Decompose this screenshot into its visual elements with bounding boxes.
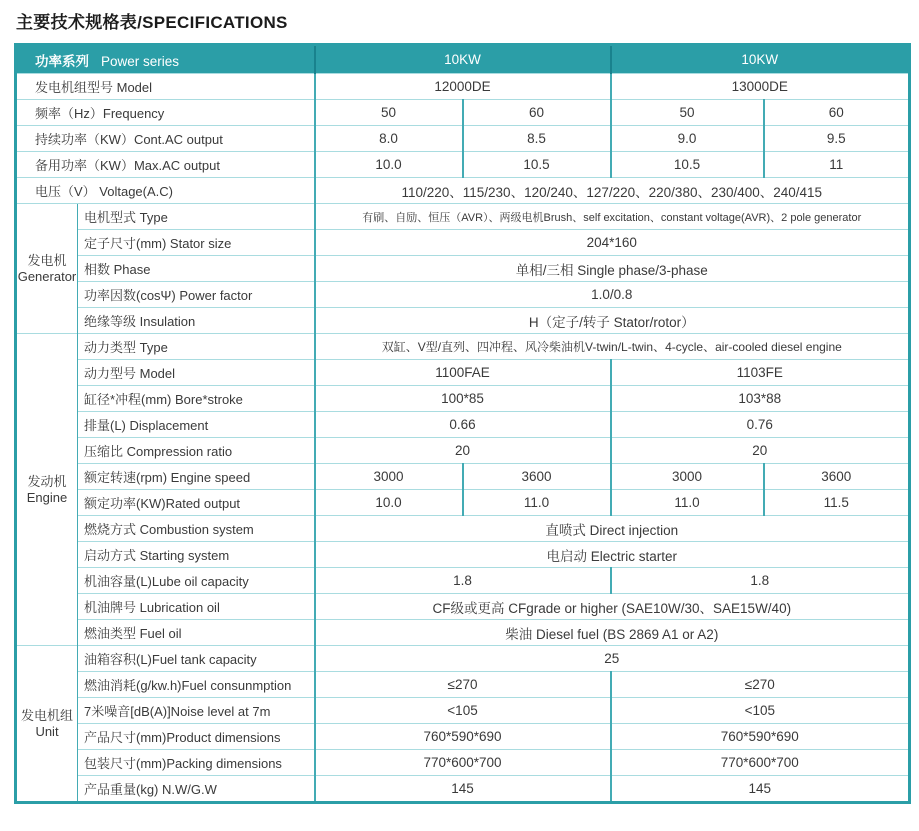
table-row — [16, 594, 910, 620]
value-cell: 9.5 — [764, 126, 910, 152]
value-cell: <105 — [611, 698, 910, 724]
group-label-zh: 发动机 — [27, 473, 67, 489]
row-label: 额定功率(KW)Rated output — [78, 490, 315, 516]
value-cell: 60 — [463, 100, 611, 126]
header-col-10kw-2: 10KW — [611, 45, 910, 74]
header-power-series-zh: 功率系列 — [35, 53, 89, 69]
table-row — [16, 464, 910, 490]
table-row — [16, 100, 910, 126]
group-label-zh: 发电机 — [27, 252, 67, 268]
table-row — [16, 646, 910, 672]
value-cell: 103*88 — [611, 386, 910, 412]
value-cell: 60 — [764, 100, 910, 126]
row-label: 油箱容积(L)Fuel tank capacity — [78, 646, 315, 672]
row-label: 动力型号 Model — [78, 360, 315, 386]
row-label: 产品尺寸(mm)Product dimensions — [78, 724, 315, 750]
value-cell: 110/220、115/230、120/240、127/220、220/380、230/400、240/415 — [315, 178, 910, 204]
table-row — [16, 776, 910, 803]
value-cell: 11 — [764, 152, 910, 178]
row-label: 功率因数(cosΨ) Power factor — [78, 282, 315, 308]
value-cell: 双缸、V型/直列、四冲程、风冷柴油机V-twin/L-twin、4-cycle、air-cooled diesel engine — [315, 334, 910, 360]
table-row — [16, 620, 910, 646]
value-cell: 1.8 — [611, 568, 910, 594]
row-label: 发电机组型号 Model — [16, 74, 315, 100]
row-label: 动力类型 Type — [78, 334, 315, 360]
value-cell: 单相/三相 Single phase/3-phase — [315, 256, 910, 282]
value-cell: H（定子/转子 Stator/rotor） — [315, 308, 910, 334]
group-label-en: Engine — [26, 489, 68, 505]
table-row — [16, 568, 910, 594]
row-label: 额定转速(rpm) Engine speed — [78, 464, 315, 490]
table-row — [16, 256, 910, 282]
value-cell: 1.8 — [315, 568, 611, 594]
value-cell: CF级或更高 CFgrade or higher (SAE10W/30、SAE15W/40) — [315, 594, 910, 620]
row-label: 定子尺寸(mm) Stator size — [78, 230, 315, 256]
table-row — [16, 204, 910, 230]
table-row — [16, 672, 910, 698]
row-label: 电压（V） Voltage(A.C) — [16, 178, 315, 204]
table-row — [16, 282, 910, 308]
value-cell: 204*160 — [315, 230, 910, 256]
table-row — [16, 542, 910, 568]
value-cell: 145 — [315, 776, 611, 803]
row-label: 电机型式 Type — [78, 204, 315, 230]
value-cell: 13000DE — [611, 74, 910, 100]
row-label: 频率（Hz）Frequency — [16, 100, 315, 126]
row-label: 缸径*冲程(mm) Bore*stroke — [78, 386, 315, 412]
value-cell: 3000 — [611, 464, 764, 490]
table-row — [16, 516, 910, 542]
table-row — [16, 386, 910, 412]
value-cell: 1100FAE — [315, 360, 611, 386]
value-cell: ≤270 — [315, 672, 611, 698]
value-cell: 8.5 — [463, 126, 611, 152]
value-cell: 10.0 — [315, 490, 463, 516]
row-label: 机油牌号 Lubrication oil — [78, 594, 315, 620]
row-label: 燃油类型 Fuel oil — [78, 620, 315, 646]
value-cell: 8.0 — [315, 126, 463, 152]
row-label: 备用功率（KW）Max.AC output — [16, 152, 315, 178]
value-cell: 3000 — [315, 464, 463, 490]
table-row — [16, 178, 910, 204]
value-cell: 0.66 — [315, 412, 611, 438]
value-cell: 11.0 — [611, 490, 764, 516]
specifications-table — [14, 43, 911, 804]
value-cell: 770*600*700 — [315, 750, 611, 776]
row-label: 排量(L) Displacement — [78, 412, 315, 438]
row-label: 压缩比 Compression ratio — [78, 438, 315, 464]
row-label: 燃油消耗(g/kw.h)Fuel consunmption — [78, 672, 315, 698]
header-col-10kw-1: 10KW — [315, 45, 611, 74]
value-cell: 有刷、自励、恒压（AVR）、两级电机Brush、self excitation、constant voltage(AVR)、2 pole generator — [315, 204, 910, 230]
page-title: 主要技术规格表/SPECIFICATIONS — [16, 13, 288, 32]
table-row — [16, 438, 910, 464]
value-cell: 1103FE — [611, 360, 910, 386]
value-cell: 12000DE — [315, 74, 611, 100]
table-row — [16, 126, 910, 152]
value-cell: 25 — [315, 646, 910, 672]
row-label: 绝缘等级 Insulation — [78, 308, 315, 334]
value-cell: ≤270 — [611, 672, 910, 698]
row-label: 持续功率（KW）Cont.AC output — [16, 126, 315, 152]
header-power-series — [16, 45, 315, 74]
value-cell: 50 — [611, 100, 764, 126]
row-label: 包装尺寸(mm)Packing dimensions — [78, 750, 315, 776]
value-cell: 10.5 — [463, 152, 611, 178]
value-cell: 11.5 — [764, 490, 910, 516]
table-row — [16, 230, 910, 256]
table-row — [16, 152, 910, 178]
table-row — [16, 334, 910, 360]
value-cell: 直喷式 Direct injection — [315, 516, 910, 542]
row-label: 燃烧方式 Combustion system — [78, 516, 315, 542]
value-cell: 10.5 — [611, 152, 764, 178]
value-cell: 770*600*700 — [611, 750, 910, 776]
value-cell: 20 — [611, 438, 910, 464]
group-cell-unit — [16, 646, 78, 803]
value-cell: 9.0 — [611, 126, 764, 152]
value-cell: 3600 — [463, 464, 611, 490]
table-header-row — [16, 45, 910, 74]
table-row — [16, 74, 910, 100]
value-cell: 11.0 — [463, 490, 611, 516]
value-cell: 1.0/0.8 — [315, 282, 910, 308]
value-cell: 20 — [315, 438, 611, 464]
table-row — [16, 308, 910, 334]
value-cell: 电启动 Electric starter — [315, 542, 910, 568]
group-label-zh: 发电机组 — [20, 707, 73, 723]
table-row — [16, 698, 910, 724]
header-power-series-en: Power series — [101, 53, 180, 69]
table-row — [16, 724, 910, 750]
table-row — [16, 490, 910, 516]
row-label: 产品重量(kg) N.W/G.W — [78, 776, 315, 803]
value-cell: 3600 — [764, 464, 910, 490]
group-cell-generator — [16, 204, 78, 334]
value-cell: 50 — [315, 100, 463, 126]
group-label-en: Generator — [17, 268, 77, 284]
value-cell: <105 — [315, 698, 611, 724]
row-label: 启动方式 Starting system — [78, 542, 315, 568]
value-cell: 760*590*690 — [611, 724, 910, 750]
value-cell: 柴油 Diesel fuel (BS 2869 A1 or A2) — [315, 620, 910, 646]
table-row — [16, 750, 910, 776]
row-label: 7米噪音[dB(A)]Noise level at 7m — [78, 698, 315, 724]
value-cell: 145 — [611, 776, 910, 803]
value-cell: 10.0 — [315, 152, 463, 178]
value-cell: 0.76 — [611, 412, 910, 438]
group-cell-engine — [16, 334, 78, 646]
value-cell: 760*590*690 — [315, 724, 611, 750]
row-label: 机油容量(L)Lube oil capacity — [78, 568, 315, 594]
table-row — [16, 360, 910, 386]
row-label: 相数 Phase — [78, 256, 315, 282]
value-cell: 100*85 — [315, 386, 611, 412]
table-row — [16, 412, 910, 438]
group-label-en: Unit — [35, 723, 59, 739]
